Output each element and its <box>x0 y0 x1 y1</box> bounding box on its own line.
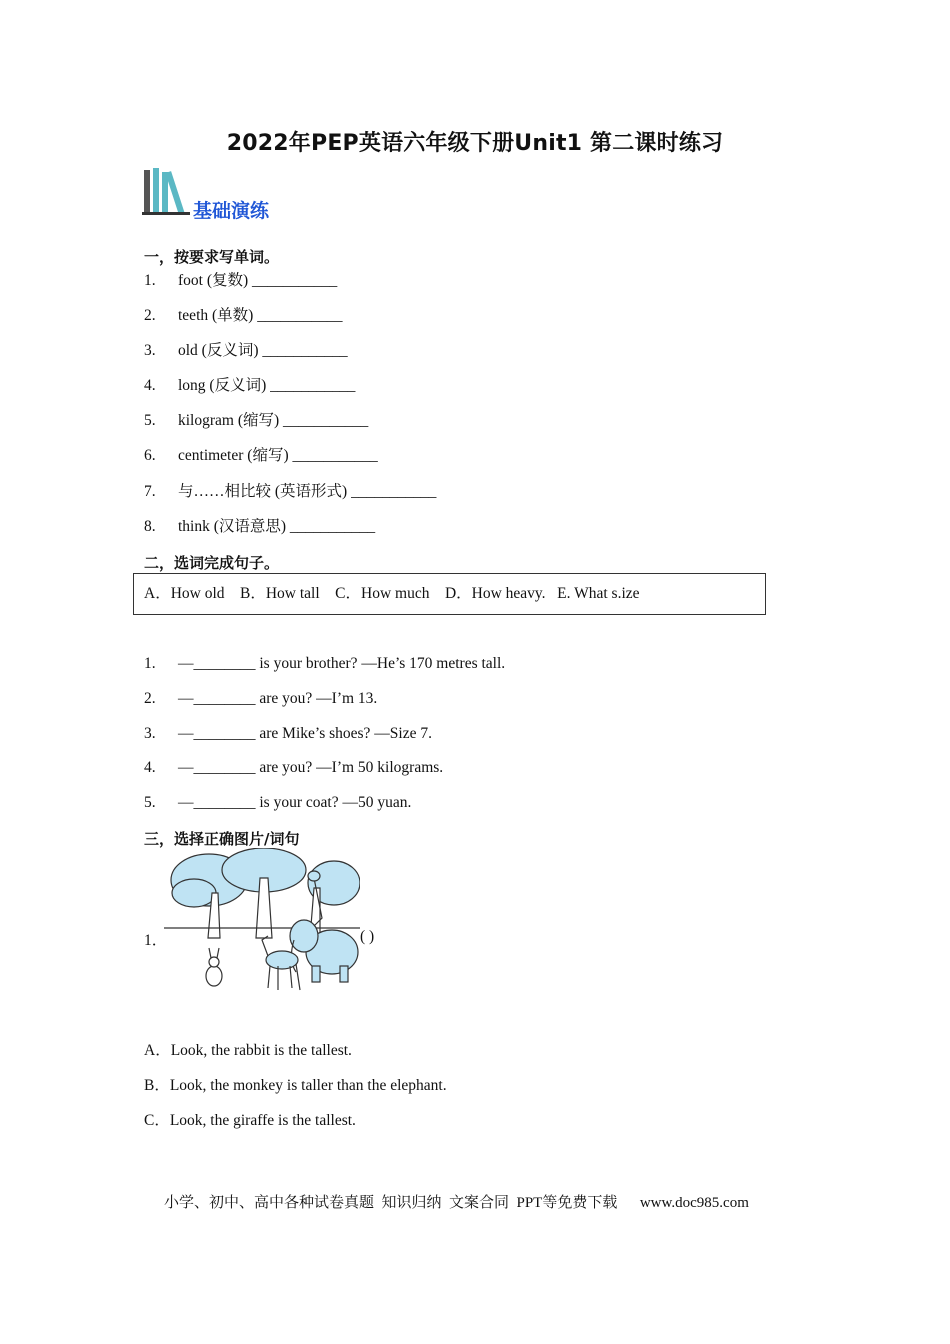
option-b: B．Look, the monkey is taller than the elephant. <box>144 1077 447 1094</box>
list-item: 5. kilogram (缩写) ___________ <box>144 412 369 429</box>
question-number: 1． <box>144 932 168 949</box>
list-item: 3. —________ are Mike’s shoes? —Size 7. <box>144 725 432 742</box>
list-item: 4. —________ are you? —I’m 50 kilograms. <box>144 759 444 776</box>
list-item: 2. teeth (单数) ___________ <box>144 307 343 324</box>
answer-blank: ( ) <box>360 928 375 945</box>
word-bank-text: A．How old B．How tall C．How much D．How heavy. E. What s.ize <box>144 585 640 602</box>
list-item: 2. —________ are you? —I’m 13. <box>144 690 378 707</box>
option-c: C．Look, the giraffe is the tallest. <box>144 1112 356 1129</box>
animals-under-trees-illustration <box>164 848 360 994</box>
option-a: A．Look, the rabbit is the tallest. <box>144 1042 352 1059</box>
list-item: 6. centimeter (缩写) ___________ <box>144 447 378 464</box>
list-item: 7. 与……相比较 (英语形式) ___________ <box>144 483 437 500</box>
section-1-heading: 一，按要求写单词。 <box>144 248 280 266</box>
page-footer: 小学、初中、高中各种试卷真题 知识归纳 文案合同 PPT等免费下载 www.doc985.com <box>164 1195 749 1211</box>
page-title: 2022年PEP英语六年级下册Unit1 第二课时练习 <box>226 131 724 156</box>
section-banner-label: 基础演练 <box>193 200 270 222</box>
section-2-heading: 二，选词完成句子。 <box>144 554 280 572</box>
list-item: 4. long (反义词) ___________ <box>144 377 356 394</box>
list-item: 8. think (汉语意思) ___________ <box>144 518 376 535</box>
section-3-heading: 三，选择正确图片/词句 <box>144 830 300 848</box>
list-item: 5. —________ is your coat? —50 yuan. <box>144 794 412 811</box>
list-item: 1. foot (复数) ___________ <box>144 272 338 289</box>
list-item: 3. old (反义词) ___________ <box>144 342 348 359</box>
list-item: 1. —________ is your brother? —He’s 170 metres tall. <box>144 655 506 672</box>
